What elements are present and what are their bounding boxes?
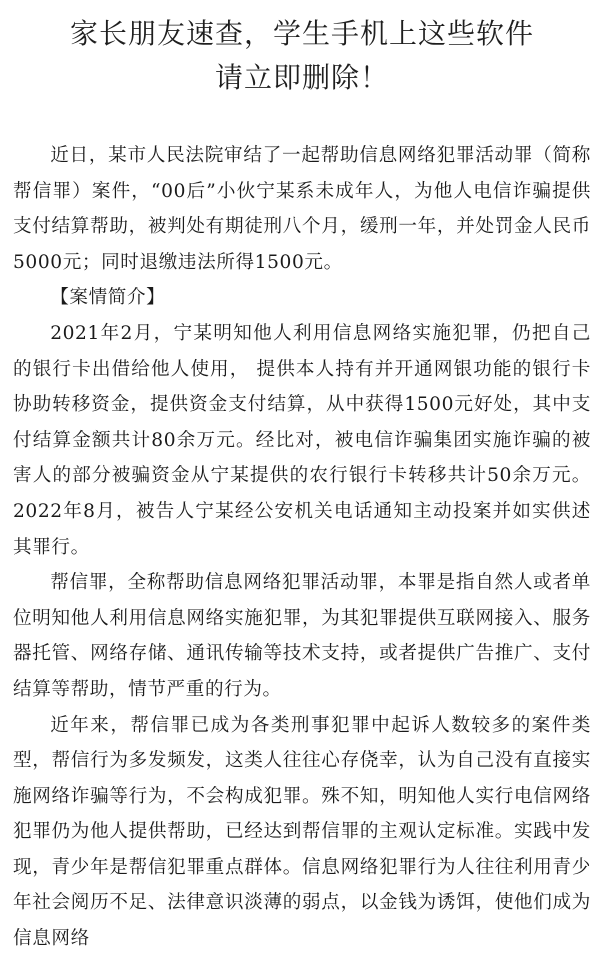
headline-line-2: 请立即删除！ [214,61,389,94]
section-label-case-summary: 【案情简介】 [50,287,166,309]
trend-paragraph: 近年来，帮信罪已成为各类刑事犯罪中起诉人数较多的案件类型，帮信行为多发频发，这类人往往心存侥幸，认为自己没有直接实施网络诈骗等行为，不会构成犯罪。殊不知，明知他人实行电信网络犯罪仍为他人提供帮助，已经达到帮信罪的主观认定标准。实践中发现，青少年是帮信犯罪重点群体。信息网络犯罪行为人往往利用青少年社会阅历不足、法律意识淡薄的弱点，以金钱为诱饵，使他们成为信息网络 [13,714,591,950]
intro-paragraph: 近日，某市人民法院审结了一起帮助信息网络犯罪活动罪（简称帮信罪）案件，“00后”小伙宁某系未成年人，为他人电信诈骗提供支付结算帮助，被判处有期徒刑八个月，缓刑一年，并处罚金人民币5000元；同时退缴违法所得1500元。 [13,145,591,273]
headline-line-1: 家长朋友速查，学生手机上这些软件 [69,17,534,50]
article-body [13,138,591,957]
article-headline [13,12,591,100]
case-paragraph: 2021年2月，宁某明知他人利用信息网络实施犯罪，仍把自己的银行卡出借给他人使用， 提供本人持有并开通网银功能的银行卡协助转移资金，提供资金支付结算，从中获得1500元好处，其中支付结算金额共计80余万元。经比对，被电信诈骗集团实施诈骗的被害人的部分被骗资金从宁某提供的农行银行卡转移共计50余万元。2022年8月，被告人宁某经公安机关电话通知主动投案并如实供述其罪行。 [13,322,591,558]
definition-paragraph: 帮信罪，全称帮助信息网络犯罪活动罪，本罪是指自然人或者单位明知他人利用信息网络实施犯罪，为其犯罪提供互联网接入、服务器托管、网络存储、通讯传输等技术支持，或者提供广告推广、支付结算等帮助，情节严重的行为。 [13,572,591,700]
